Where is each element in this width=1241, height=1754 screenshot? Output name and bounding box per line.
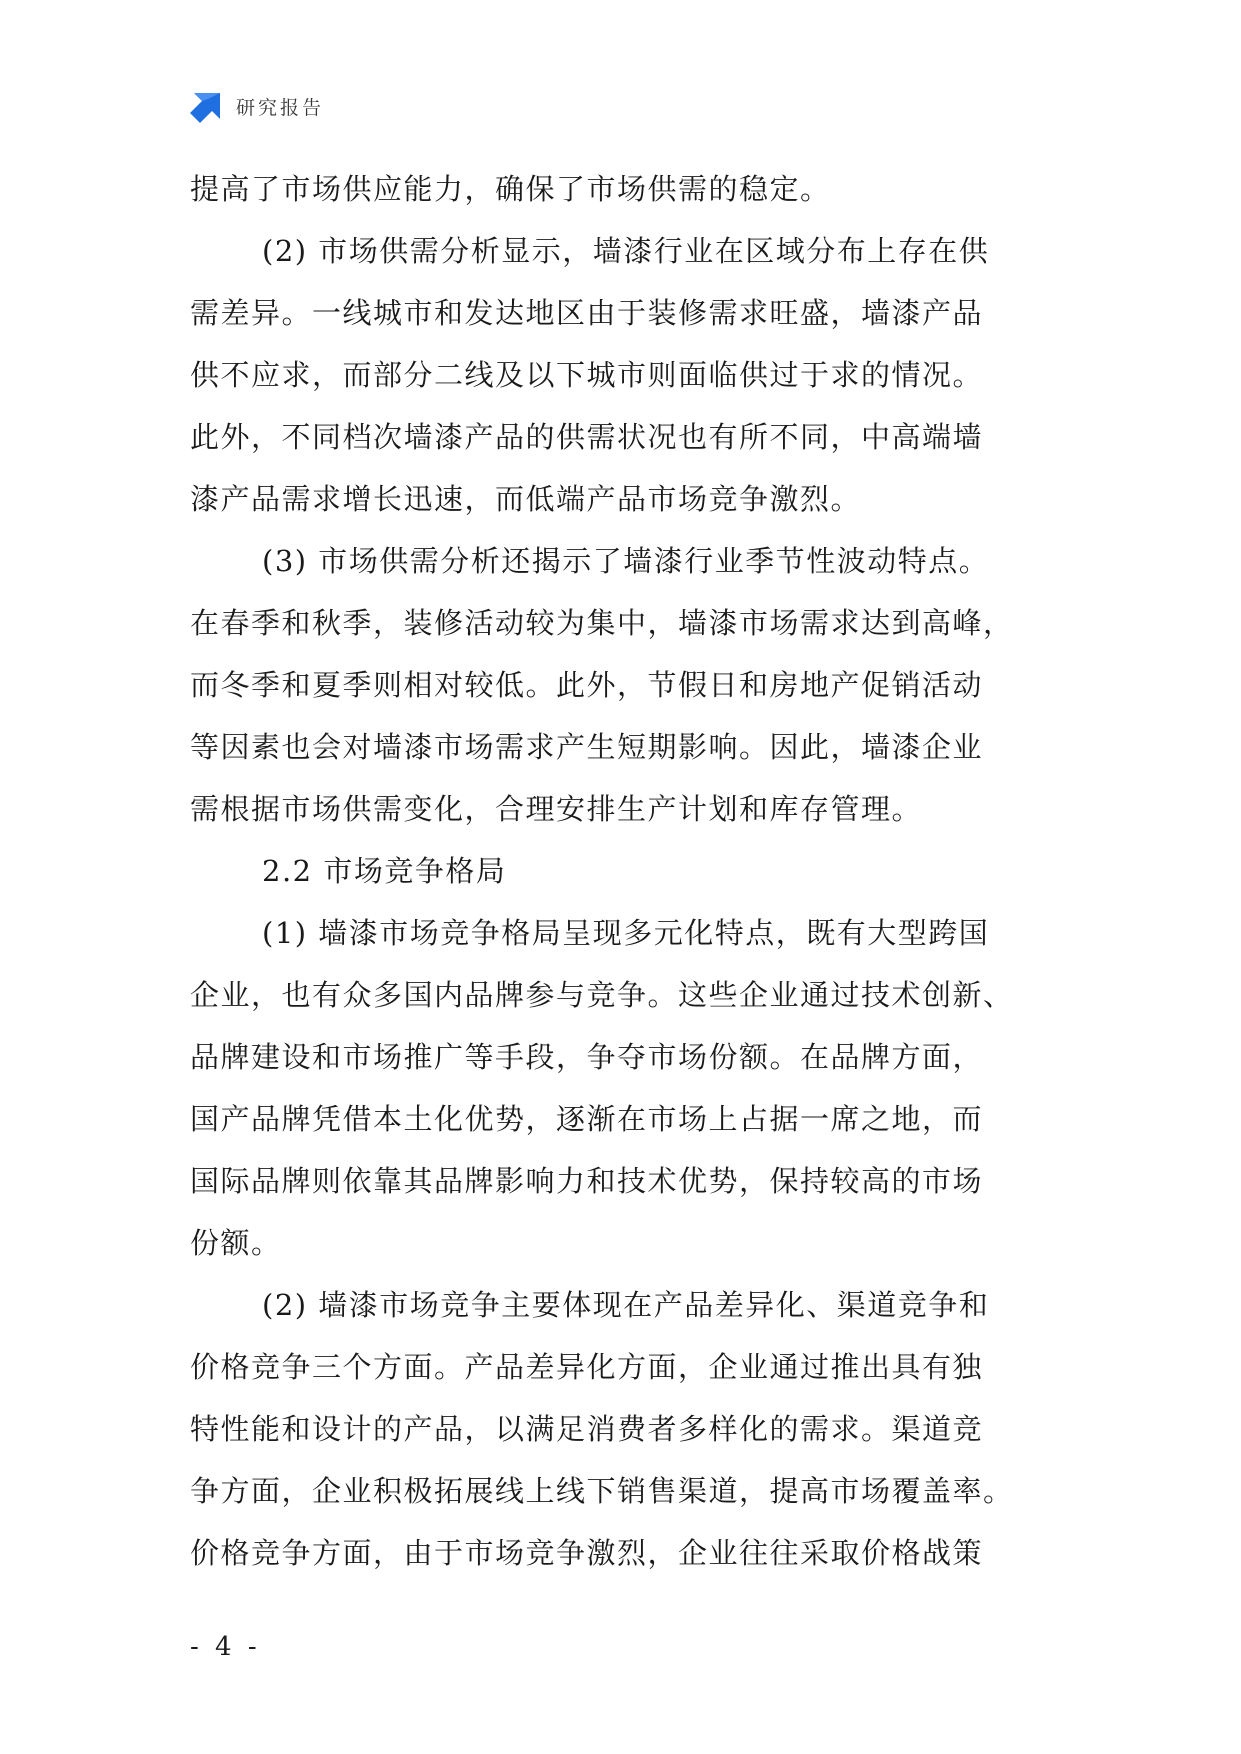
text-line: 在春季和秋季，装修活动较为集中，墙漆市场需求达到高峰，	[190, 606, 1014, 640]
text-line: 此外，不同档次墙漆产品的供需状况也有所不同，中高端墙	[190, 420, 984, 454]
text-line: 争方面，企业积极拓展线上线下销售渠道，提高市场覆盖率。	[190, 1474, 1014, 1508]
paragraph-start: (2) 市场供需分析显示，墙漆行业在区域分布上存在供	[262, 234, 990, 268]
text-line: 需差异。一线城市和发达地区由于装修需求旺盛，墙漆产品	[190, 296, 984, 330]
text-line: 供不应求，而部分二线及以下城市则面临供过于求的情况。	[190, 358, 984, 392]
page-header	[190, 86, 324, 126]
text-line: 价格竞争三个方面。产品差异化方面，企业通过推出具有独	[190, 1350, 984, 1384]
text-line: 国产品牌凭借本土化优势，逐渐在市场上占据一席之地，而	[190, 1102, 984, 1136]
page-number: - 4 -	[190, 1632, 261, 1662]
text-line: 企业，也有众多国内品牌参与竞争。这些企业通过技术创新、	[190, 978, 1014, 1012]
text-line: 而冬季和夏季则相对较低。此外，节假日和房地产促销活动	[190, 668, 984, 702]
document-body	[190, 158, 1070, 1584]
text-line: 特性能和设计的产品，以满足消费者多样化的需求。渠道竞	[190, 1412, 984, 1446]
text-line: 品牌建设和市场推广等手段，争夺市场份额。在品牌方面，	[190, 1040, 984, 1074]
text-line: 份额。	[190, 1226, 282, 1260]
paragraph-start: (3) 市场供需分析还揭示了墙漆行业季节性波动特点。	[262, 544, 990, 578]
section-heading: 2.2 市场竞争格局	[262, 854, 507, 888]
header-title: 研究报告	[236, 96, 325, 119]
text-line: 提高了市场供应能力，确保了市场供需的稳定。	[190, 172, 831, 206]
text-line: 需根据市场供需变化，合理安排生产计划和库存管理。	[190, 792, 923, 826]
text-line: 价格竞争方面，由于市场竞争激烈，企业往往采取价格战策	[190, 1536, 984, 1570]
text-line: 等因素也会对墙漆市场需求产生短期影响。因此，墙漆企业	[190, 730, 984, 764]
text-line: 国际品牌则依靠其品牌影响力和技术优势，保持较高的市场	[190, 1164, 984, 1198]
paragraph-start: (1) 墙漆市场竞争格局呈现多元化特点，既有大型跨国	[262, 916, 990, 950]
paragraph-start: (2) 墙漆市场竞争主要体现在产品差异化、渠道竞争和	[262, 1288, 990, 1322]
arrow-up-right-logo-icon	[190, 89, 224, 123]
text-line: 漆产品需求增长迅速，而低端产品市场竞争激烈。	[190, 482, 862, 516]
